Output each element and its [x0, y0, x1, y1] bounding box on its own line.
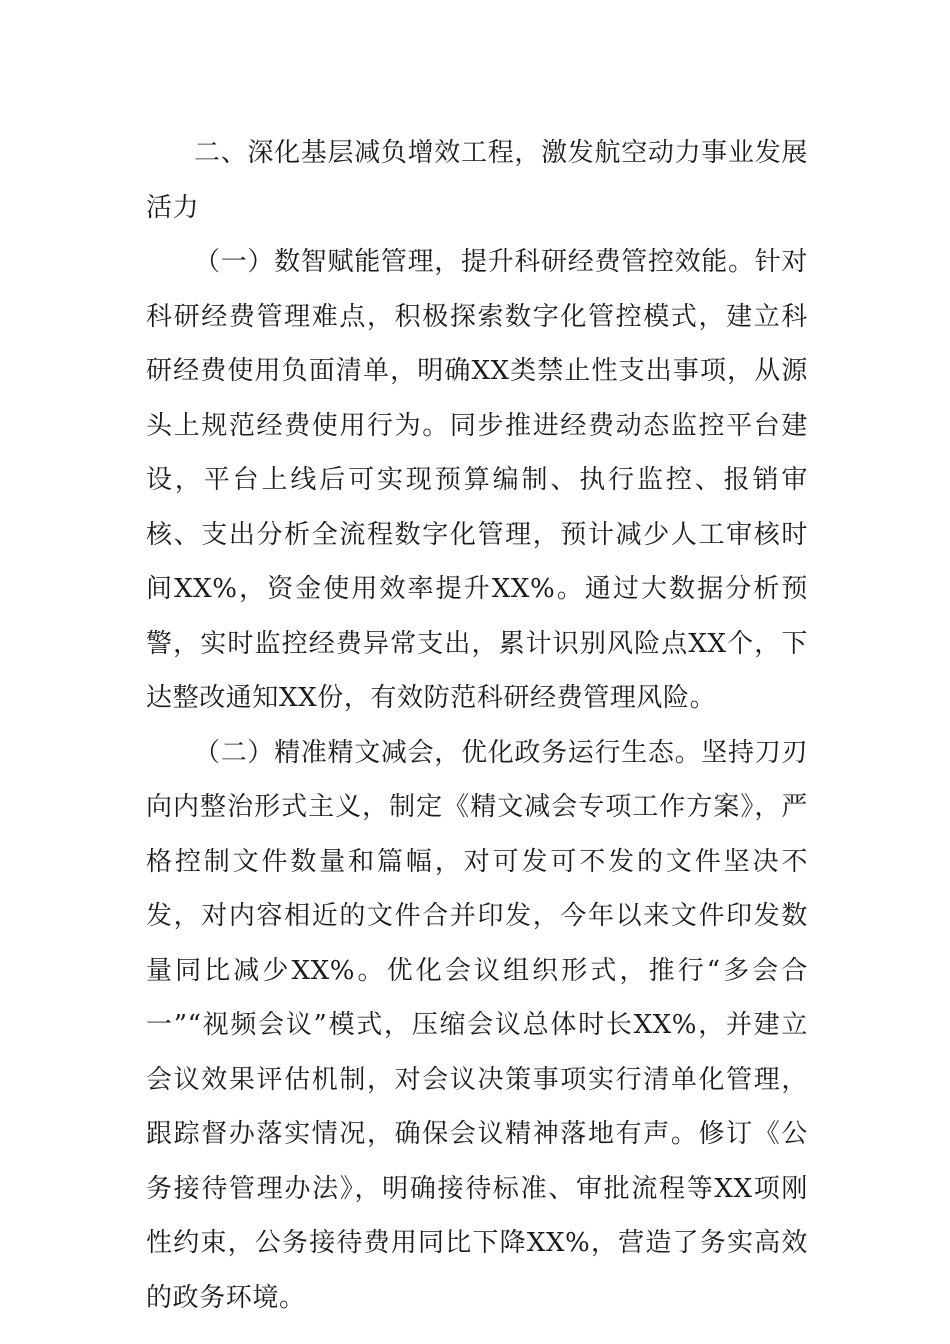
section-heading: 二、深化基层减负增效工程，激发航空动力事业发展活力 [146, 138, 808, 223]
paragraph-1: （一）数智赋能管理，提升科研经费管控效能。针对科研经费管理难点，积极探索数字化管控模式，建立科研经费使用负面清单，明确XX类禁止性支出事项，从源头上规范经费使用行为。同步推进经费动态监控平台建设，平台上线后可实现预算编制、执行监控、报销审核、支出分析全流程数字化管理，预计减少人工审核时间XX%，资金使用效率提升XX%。通过大数据分析预警，实时监控经费异常支出，累计识别风险点XX个，下达整改通知XX份，有效防范科研经费管理风险。 [146, 247, 808, 713]
document-body [146, 126, 808, 1325]
paragraph-2: （二）精准精文减会，优化政务运行生态。坚持刀刃向内整治形式主义，制定《精文减会专项工作方案》，严格控制文件数量和篇幅，对可发可不发的文件坚决不发，对内容相近的文件合并印发，今年以来文件印发数量同比减少XX%。优化会议组织形式，推行“多会合一”“视频会议”模式，压缩会议总体时长XX%，并建立会议效果评估机制，对会议决策事项实行清单化管理，跟踪督办落实情况，确保会议精神落地有声。修订《公务接待管理办法》，明确接待标准、审批流程等XX项刚性约束，公务接待费用同比下降XX%，营造了务实高效的政务环境。 [146, 737, 808, 1313]
